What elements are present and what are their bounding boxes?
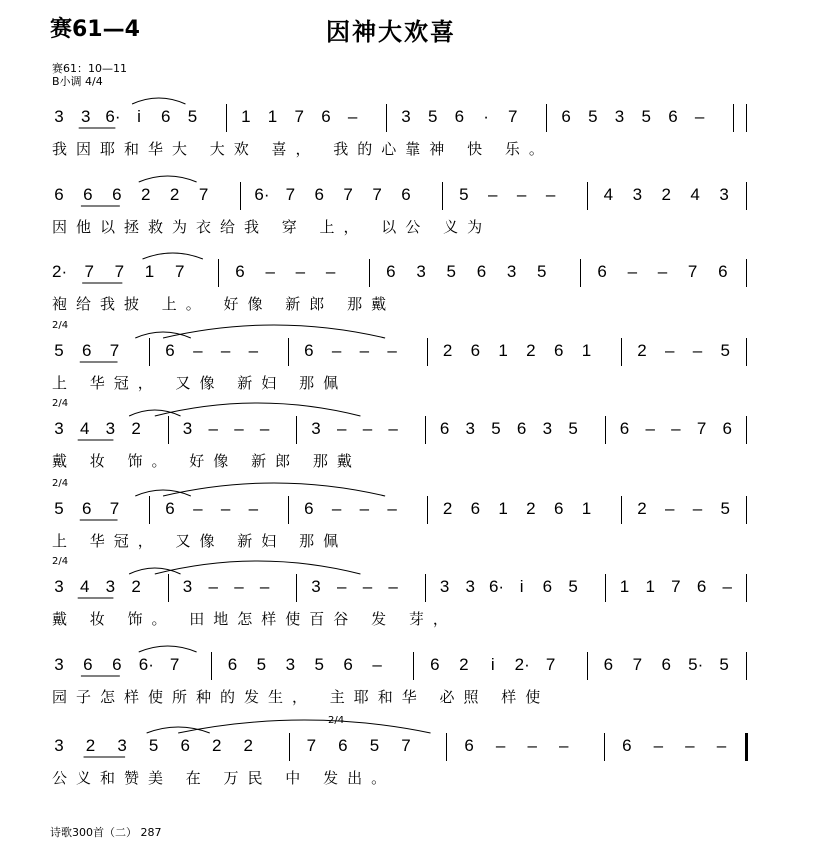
- jianpu-note: –: [208, 419, 218, 438]
- jianpu-note: –: [362, 577, 373, 596]
- jianpu-note: 1: [498, 341, 508, 360]
- jianpu-note: 1: [581, 499, 592, 518]
- jianpu-note: 2: [243, 736, 253, 755]
- jianpu-note: 3: [416, 262, 426, 281]
- jianpu-note: 6: [470, 499, 481, 518]
- time-signature-change: 2/4: [52, 478, 69, 489]
- jianpu-note: –: [331, 341, 342, 360]
- slur-arc: [129, 568, 180, 574]
- slur-arc: [135, 490, 191, 496]
- jianpu-note: 6: [597, 262, 607, 281]
- key-and-meter: B小调 4/4: [52, 75, 103, 88]
- jianpu-note: 7: [198, 185, 209, 204]
- jianpu-note: 6·: [254, 185, 270, 204]
- lyric-line: 袍给我披 上。 好像 新郎 那戴: [52, 295, 396, 313]
- jianpu-note: 3: [182, 419, 193, 438]
- jianpu-note: –: [664, 499, 675, 518]
- jianpu-note: 6: [696, 577, 707, 596]
- jianpu-note: 1: [267, 107, 278, 126]
- jianpu-note: –: [359, 341, 370, 360]
- jianpu-note: 5: [256, 655, 267, 674]
- jianpu-note: 7: [114, 262, 125, 281]
- jianpu-note: 2·: [514, 655, 530, 674]
- jianpu-note: 4: [603, 185, 614, 204]
- jianpu-note: –: [372, 655, 382, 674]
- jianpu-note: 3: [311, 577, 321, 596]
- jianpu-note: 1: [498, 499, 508, 518]
- jianpu-note: –: [664, 341, 675, 360]
- jianpu-note: 5: [187, 107, 198, 126]
- jianpu-note: –: [527, 736, 537, 755]
- jianpu-note: –: [193, 499, 203, 518]
- jianpu-note: 2: [169, 185, 180, 204]
- slur-arc: [132, 98, 185, 104]
- time-signature-change: 2/4: [52, 320, 69, 331]
- lyric-line: 园子怎样使所种的发生， 主耶和华 必照 样使: [52, 688, 550, 706]
- jianpu-note: 5·: [688, 655, 704, 674]
- jianpu-note: 5: [720, 341, 730, 360]
- jianpu-note: 5: [641, 107, 651, 126]
- jianpu-note: 6: [722, 419, 733, 438]
- jianpu-note: 2: [131, 419, 141, 438]
- jianpu-note: 3: [54, 655, 64, 674]
- jianpu-note: 7: [671, 577, 681, 596]
- jianpu-note: 6: [227, 655, 238, 674]
- jianpu-note: 3: [506, 262, 517, 281]
- jianpu-note: 3: [465, 577, 475, 596]
- jianpu-note: 6: [661, 655, 671, 674]
- jianpu-note: –: [208, 577, 218, 596]
- jianpu-note: 6: [304, 341, 314, 360]
- jianpu-note: 2: [442, 499, 453, 518]
- jianpu-note: –: [265, 262, 275, 281]
- jianpu-note: 5: [568, 577, 578, 596]
- jianpu-note: 5: [148, 736, 159, 755]
- jianpu-note: –: [516, 185, 527, 204]
- jianpu-note: 6: [718, 262, 728, 281]
- time-signature-change: 2/4: [328, 715, 345, 726]
- jianpu-note: –: [359, 499, 370, 518]
- jianpu-note: 6: [553, 499, 564, 518]
- jianpu-note: 3: [105, 419, 116, 438]
- jianpu-note: 6: [54, 185, 64, 204]
- jianpu-note: –: [653, 736, 664, 755]
- slur-arc: [139, 176, 197, 182]
- jianpu-note: 6: [561, 107, 571, 126]
- jianpu-note: 6: [180, 736, 190, 755]
- jianpu-note: 5: [719, 655, 729, 674]
- lyric-line: 戴 妆 饰。 田地怎样使百谷 发 芽，: [52, 610, 457, 628]
- source-reference: 赛61：10—11: [52, 62, 127, 75]
- jianpu-note: –: [259, 419, 270, 438]
- lyric-line: 上 华冠， 又像 新妇 那佩: [52, 374, 348, 392]
- jianpu-note: 1: [645, 577, 655, 596]
- jianpu-note: 6: [668, 107, 678, 126]
- jianpu-note: 1: [241, 107, 251, 126]
- jianpu-note: 6: [112, 655, 122, 674]
- jianpu-note: 6·: [105, 107, 121, 126]
- jianpu-note: –: [234, 577, 244, 596]
- jianpu-note: 5: [314, 655, 324, 674]
- jianpu-note: –: [716, 736, 727, 755]
- jianpu-note: 2·: [52, 262, 68, 281]
- jianpu-note: 3: [401, 107, 411, 126]
- jianpu-note: ·: [483, 107, 489, 126]
- jianpu-note: –: [545, 185, 556, 204]
- long-tie-arc: [163, 483, 385, 496]
- jianpu-note: 5: [54, 341, 64, 360]
- jianpu-note: –: [692, 341, 703, 360]
- jianpu-note: 3: [54, 736, 64, 755]
- slur-arc: [139, 646, 197, 652]
- jianpu-note: 7: [109, 499, 120, 518]
- slur-arc: [143, 253, 203, 259]
- jianpu-note: –: [337, 419, 347, 438]
- jianpu-note: 2: [211, 736, 222, 755]
- jianpu-note: –: [692, 499, 703, 518]
- jianpu-note: 2: [637, 341, 647, 360]
- jianpu-note: –: [193, 341, 203, 360]
- jianpu-note: 3: [80, 107, 91, 126]
- jianpu-note: 6·: [138, 655, 154, 674]
- jianpu-note: 6: [82, 499, 92, 518]
- jianpu-note: 6: [314, 185, 324, 204]
- jianpu-note: 6: [622, 736, 632, 755]
- jianpu-note: 6: [516, 419, 527, 438]
- slur-arc: [129, 410, 180, 416]
- jianpu-note: 3: [105, 577, 116, 596]
- jianpu-note: 7: [285, 185, 296, 204]
- jianpu-note: 7: [306, 736, 317, 755]
- jianpu-note: –: [248, 499, 259, 518]
- jianpu-note: 6: [165, 499, 175, 518]
- jianpu-note: 7: [372, 185, 382, 204]
- jianpu-note: 5: [459, 185, 469, 204]
- jianpu-note: 3: [54, 107, 64, 126]
- jianpu-note: i: [490, 655, 495, 674]
- jianpu-note: 2: [459, 655, 469, 674]
- jianpu-note: 3: [614, 107, 625, 126]
- jianpu-note: 7: [545, 655, 556, 674]
- jianpu-note: 4: [79, 577, 90, 596]
- lyric-line: 上 华冠， 又像 新妇 那佩: [52, 532, 348, 550]
- slur-arc: [135, 332, 191, 338]
- jianpu-note: –: [362, 419, 373, 438]
- jianpu-note: 3: [439, 577, 450, 596]
- jianpu-note: 3: [182, 577, 193, 596]
- jianpu-note: 6: [603, 655, 614, 674]
- jianpu-note: 1: [619, 577, 630, 596]
- jianpu-note: –: [694, 107, 705, 126]
- hymn-reference: 赛61—4: [50, 17, 140, 42]
- jianpu-note: 3: [465, 419, 475, 438]
- jianpu-note: 3: [632, 185, 643, 204]
- jianpu-note: 2: [141, 185, 151, 204]
- jianpu-note: 6: [439, 419, 450, 438]
- jianpu-note: 6: [343, 655, 353, 674]
- jianpu-note: 1: [581, 341, 592, 360]
- jianpu-note: 5: [54, 499, 64, 518]
- jianpu-note: –: [671, 419, 681, 438]
- jianpu-note: 6: [454, 107, 465, 126]
- jianpu-note: 5: [491, 419, 501, 438]
- jianpu-note: 7: [696, 419, 707, 438]
- jianpu-note: 1: [144, 262, 155, 281]
- jianpu-note: 6: [165, 341, 175, 360]
- jianpu-note: 4: [690, 185, 700, 204]
- jianpu-note: –: [488, 185, 498, 204]
- lyric-line: 因他以拯救为衣给我 穿 上， 以公 义为: [52, 218, 492, 236]
- jianpu-note: –: [325, 262, 336, 281]
- jianpu-note: –: [558, 736, 569, 755]
- slur-arc: [147, 727, 210, 733]
- jianpu-note: –: [495, 736, 506, 755]
- jianpu-note: 6: [553, 341, 564, 360]
- jianpu-note: 3: [285, 655, 296, 674]
- jianpu-note: –: [331, 499, 342, 518]
- jianpu-note: i: [519, 577, 524, 596]
- jianpu-note: 3: [542, 419, 553, 438]
- jianpu-note: –: [685, 736, 695, 755]
- jianpu-note: –: [627, 262, 638, 281]
- jianpu-note: 6: [464, 736, 474, 755]
- jianpu-note: 7: [109, 341, 120, 360]
- jianpu-note: 6: [476, 262, 487, 281]
- jianpu-note: 6: [542, 577, 553, 596]
- jianpu-note: 2: [442, 341, 453, 360]
- jianpu-note: –: [337, 577, 347, 596]
- time-signature-change: 2/4: [52, 398, 69, 409]
- jianpu-note: 7: [84, 262, 94, 281]
- jianpu-note: 6: [338, 736, 348, 755]
- jianpu-note: 2: [637, 499, 647, 518]
- jianpu-note: 7: [294, 107, 304, 126]
- jianpu-note: 5: [568, 419, 578, 438]
- jianpu-note: –: [259, 577, 270, 596]
- jianpu-note: 5: [446, 262, 456, 281]
- jianpu-note: 6: [235, 262, 245, 281]
- jianpu-note: 5: [537, 262, 547, 281]
- jianpu-note: 7: [174, 262, 185, 281]
- jianpu-note: 4: [79, 419, 90, 438]
- jianpu-note: 3: [719, 185, 729, 204]
- jianpu-note: 6: [83, 655, 93, 674]
- lyric-line: 我因耶和华大 大欢 喜， 我的心靠神 快 乐。: [52, 140, 553, 158]
- jianpu-note: 6: [82, 341, 92, 360]
- jianpu-note: 7: [632, 655, 643, 674]
- jianpu-note: 6: [112, 185, 122, 204]
- jianpu-note: –: [295, 262, 306, 281]
- jianpu-note: 6: [619, 419, 630, 438]
- jianpu-note: 6: [386, 262, 396, 281]
- jianpu-note: 3: [311, 419, 321, 438]
- jianpu-note: 2: [526, 341, 536, 360]
- long-tie-arc: [178, 720, 430, 733]
- jianpu-note: –: [722, 577, 733, 596]
- jianpu-note: 3: [54, 419, 64, 438]
- jianpu-note: 5: [427, 107, 438, 126]
- jianpu-note: 2: [661, 185, 671, 204]
- jianpu-note: 7: [687, 262, 698, 281]
- jianpu-note: 6: [401, 185, 411, 204]
- jianpu-note: 5: [720, 499, 730, 518]
- jianpu-note: –: [645, 419, 655, 438]
- page-footer: 诗歌300首（二） 287: [50, 826, 162, 839]
- jianpu-note: –: [388, 577, 398, 596]
- jianpu-note: 6·: [488, 577, 505, 596]
- lyric-line: 戴 妆 饰。 好像 新郎 那戴: [52, 452, 361, 470]
- jianpu-note: 6: [321, 107, 331, 126]
- jianpu-note: 6: [161, 107, 171, 126]
- jianpu-note: i: [137, 107, 141, 126]
- time-signature-change: 2/4: [52, 556, 69, 567]
- jianpu-note: –: [388, 419, 398, 438]
- jianpu-note: –: [248, 341, 259, 360]
- jianpu-note: 3: [54, 577, 64, 596]
- lyric-line: 公义和赞美 在 万民 中 发出。: [52, 769, 396, 787]
- jianpu-note: 6: [470, 341, 481, 360]
- jianpu-note: 6: [83, 185, 93, 204]
- long-tie-arc: [155, 561, 361, 574]
- jianpu-note: 6: [304, 499, 314, 518]
- jianpu-note: 2: [526, 499, 536, 518]
- jianpu-note: 5: [369, 736, 380, 755]
- jianpu-note: 6: [430, 655, 440, 674]
- long-tie-arc: [163, 325, 385, 338]
- jianpu-note: –: [220, 499, 231, 518]
- jianpu-note: 7: [401, 736, 411, 755]
- jianpu-note: 3: [117, 736, 127, 755]
- jianpu-note: –: [657, 262, 668, 281]
- jianpu-note: 7: [343, 185, 353, 204]
- jianpu-note: 2: [131, 577, 141, 596]
- long-tie-arc: [155, 403, 361, 416]
- jianpu-note: 7: [508, 107, 518, 126]
- jianpu-note: 2: [85, 736, 96, 755]
- jianpu-note: 5: [588, 107, 598, 126]
- jianpu-note: –: [234, 419, 244, 438]
- hymn-title: 因神大欢喜: [326, 18, 456, 46]
- jianpu-note: –: [220, 341, 231, 360]
- jianpu-note: 7: [169, 655, 180, 674]
- jianpu-note: –: [387, 499, 397, 518]
- jianpu-note: –: [387, 341, 397, 360]
- jianpu-note: –: [347, 107, 358, 126]
